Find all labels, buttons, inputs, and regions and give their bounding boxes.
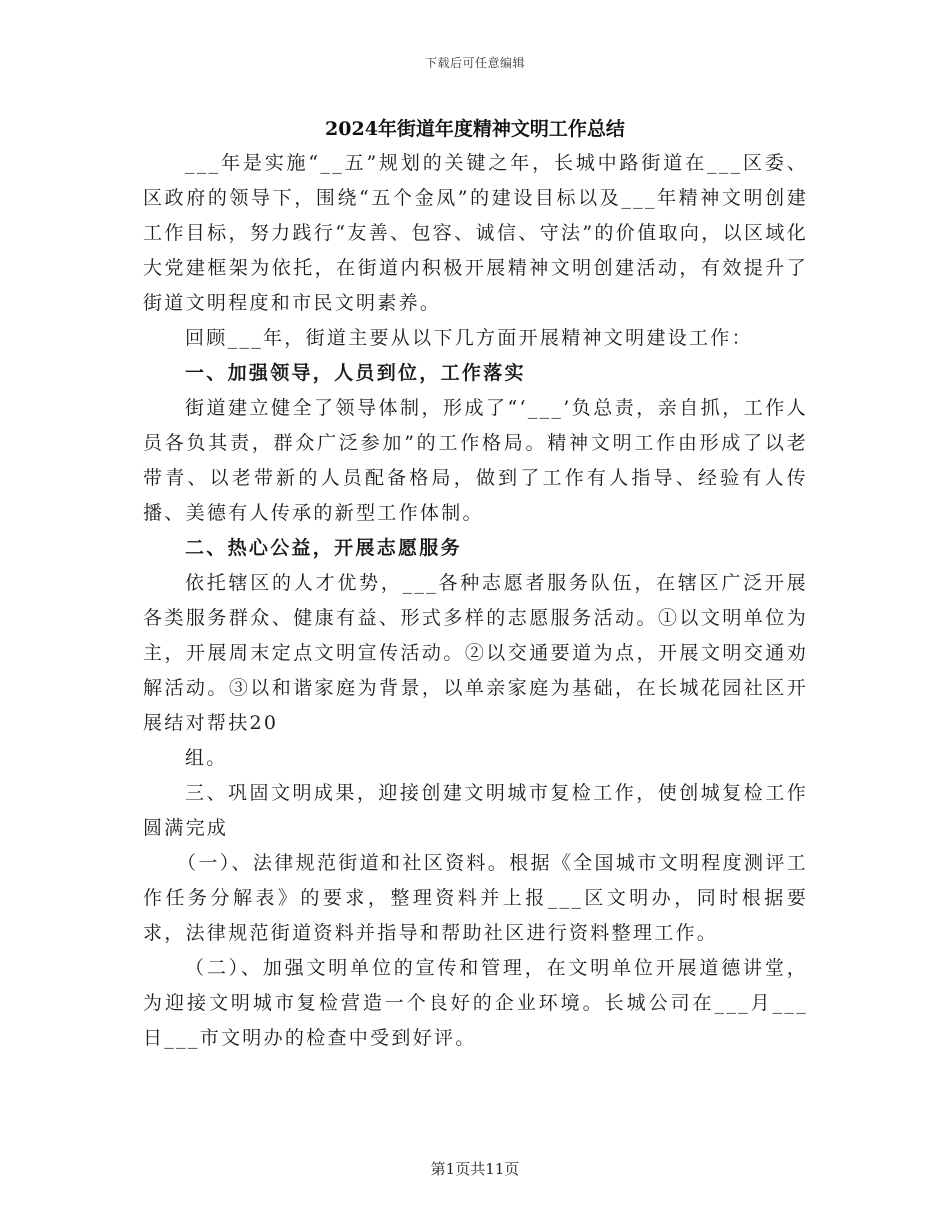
section-heading-1: 一、加强领导，人员到位，工作落实 <box>185 362 526 384</box>
document-title: 2024年街道年度精神文明工作总结 <box>325 118 625 140</box>
section-heading-3: 三、巩固文明成果，迎接创建文明城市复检工作，使创城复检工作圆满完成 <box>143 782 808 839</box>
page-header-note: 下载后可任意编辑 <box>424 56 525 70</box>
page-number: 第1页共11页 <box>430 1160 520 1178</box>
paragraph-leadership: 街道建立健全了领导体制，形成了“‘___’负总责，亲自抓，工作人员各负其责，群众广泛参加”的工作格局。精神文明工作由形成了以老带青、以老带新的人员配备格局，做到了工作有人指导、经验有人传播、美德有人传承的新型工作体制。 <box>143 397 808 524</box>
paragraph-subsection-1: （一）、法律规范街道和社区资料。根据《全国城市文明程度测评工作任务分解表》的要求，整理资料并上报___区文明办，同时根据要求，法律规范街道资料并指导和帮助社区进行资料整理工作。 <box>143 852 808 944</box>
paragraph-volunteer: 依托辖区的人才优势，___各种志愿者服务队伍，在辖区广泛开展各类服务群众、健康有益、形式多样的志愿服务活动。①以文明单位为主，开展周末定点文明宣传活动。②以交通要道为点，开展文明交通劝解活动。③以和谐家庭为背景，以单亲家庭为基础，在长城花园社区开展结对帮扶20 <box>143 572 808 734</box>
paragraph-group: 组。 <box>185 747 228 769</box>
paragraph-review: 回顾___年，街道主要从以下几方面开展精神文明建设工作： <box>185 327 753 349</box>
document-body <box>143 146 808 1056</box>
paragraph-intro: ___年是实施“__五”规划的关键之年，长城中路街道在___区委、区政府的领导下，围绕“五个金凤”的建设目标以及___年精神文明创建工作目标，努力践行“友善、包容、诚信、守法”的价值取向，以区域化大党建框架为依托，在街道内积极开展精神文明创建活动，有效提升了街道文明程度和市民文明素养。 <box>143 152 808 314</box>
section-heading-2: 二、热心公益，开展志愿服务 <box>185 537 462 559</box>
paragraph-subsection-2: （二）、加强文明单位的宣传和管理，在文明单位开展道德讲堂，为迎接文明城市复检营造一个良好的企业环境。长城公司在___月___日___市文明办的检查中受到好评。 <box>143 957 808 1049</box>
